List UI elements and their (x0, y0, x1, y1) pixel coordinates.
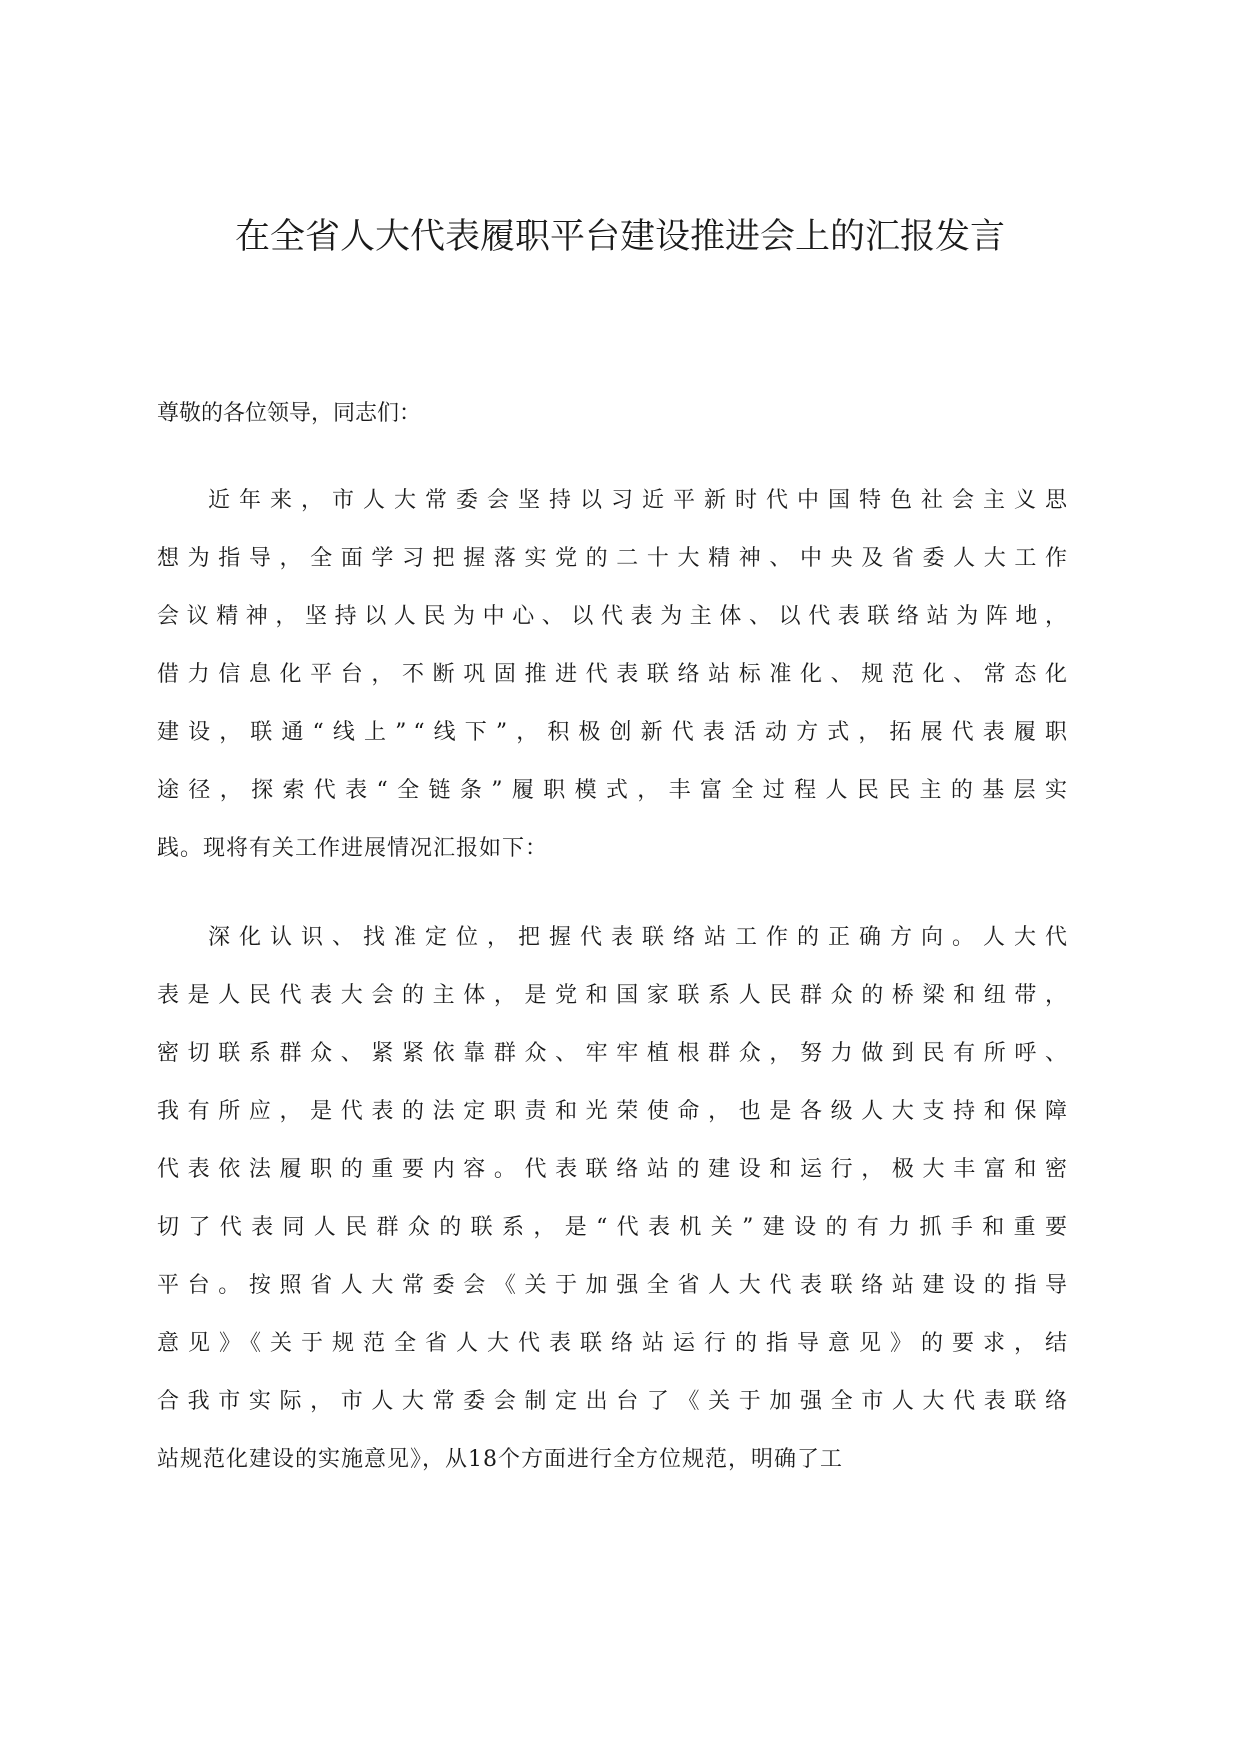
paragraph-1-line: 近年来，市人大常委会坚持以习近平新时代中国特色社会主义思 (208, 488, 1074, 513)
paragraph-2-line: 我有所应，是代表的法定职责和光荣使命，也是各级人大支持和保障 (157, 1099, 1074, 1124)
paragraph-1-line: 途径，探索代表“全链条”履职模式，丰富全过程人民民主的基层实 (157, 778, 1074, 803)
paragraph-2-line: 意见》《关于规范全省人大代表联络站运行的指导意见》的要求，结 (157, 1331, 1074, 1356)
paragraph-1-line: 借力信息化平台，不断巩固推进代表联络站标准化、规范化、常态化 (157, 662, 1074, 687)
paragraph-2-line: 切了代表同人民群众的联系，是“代表机关”建设的有力抓手和重要 (157, 1215, 1074, 1240)
paragraph-2-line: 密切联系群众、紧紧依靠群众、牢牢植根群众，努力做到民有所呼、 (157, 1041, 1074, 1066)
paragraph-1-line: 践。现将有关工作进展情况汇报如下： (157, 836, 549, 861)
paragraph-1-line: 建设，联通“线上”“线下”，积极创新代表活动方式，拓展代表履职 (157, 720, 1074, 745)
paragraph-2 (157, 909, 1074, 1489)
paragraph-1 (157, 472, 1074, 878)
paragraph-1-line: 会议精神，坚持以人民为中心、以代表为主体、以代表联络站为阵地， (157, 604, 1074, 629)
salutation: 尊敬的各位领导，同志们： (157, 401, 422, 426)
paragraph-2-line: 平台。按照省人大常委会《关于加强全省人大代表联络站建设的指导 (157, 1273, 1074, 1298)
document-title: 在全省人大代表履职平台建设推进会上的汇报发言 (234, 217, 1005, 257)
paragraph-2-line: 深化认识、找准定位，把握代表联络站工作的正确方向。人大代 (208, 925, 1074, 950)
paragraph-2-line: 合我市实际，市人大常委会制定出台了《关于加强全市人大代表联络 (157, 1389, 1074, 1414)
paragraph-2-line: 代表依法履职的重要内容。代表联络站的建设和运行，极大丰富和密 (157, 1157, 1074, 1182)
paragraph-1-line: 想为指导，全面学习把握落实党的二十大精神、中央及省委人大工作 (157, 546, 1074, 571)
paragraph-2-line: 表是人民代表大会的主体，是党和国家联系人民群众的桥梁和纽带， (157, 983, 1074, 1008)
paragraph-2-line: 站规范化建设的实施意见》，从18个方面进行全方位规范，明确了工 (157, 1447, 843, 1472)
